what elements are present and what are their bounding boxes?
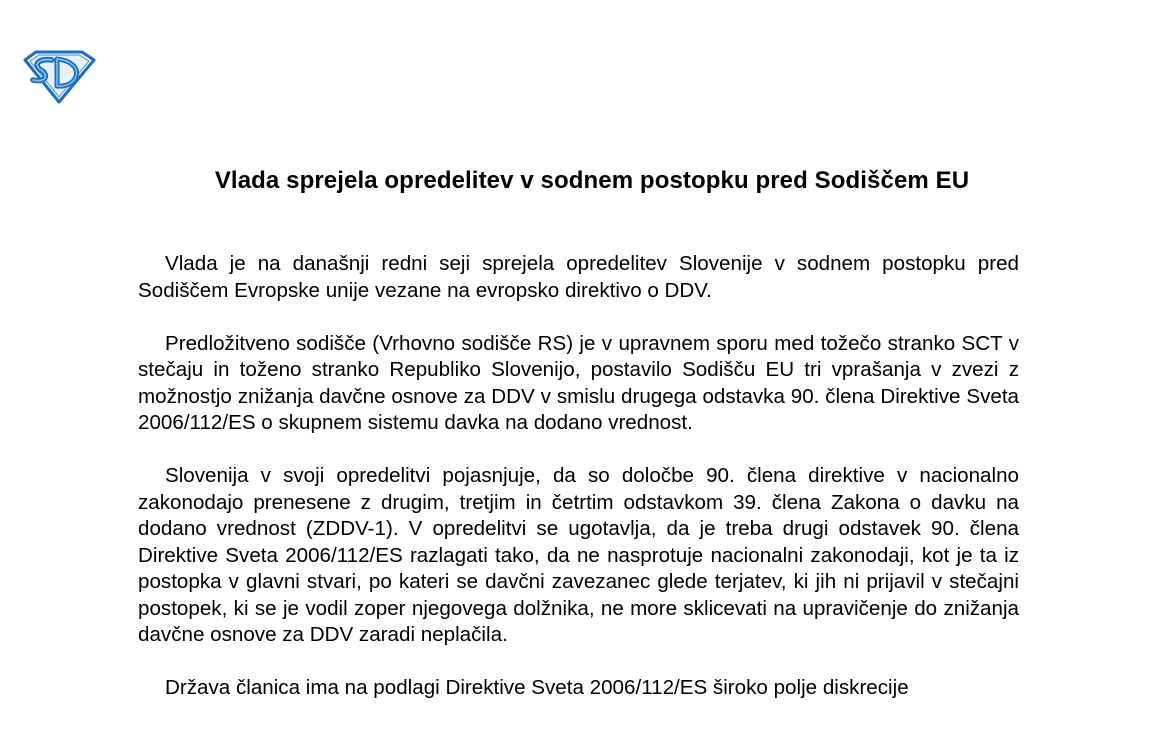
document-body: [138, 251, 1019, 728]
document-title: Vlada sprejela opredelitev v sodnem postopku pred Sodiščem EU: [214, 167, 970, 194]
paragraph-4: Država članica ima na podlagi Direktive Sveta 2006/112/ES široko polje diskrecije: [165, 676, 909, 699]
paragraph-3: Slovenija v svoji opredelitvi pojasnjuje, da so določbe 90. člena direktive v nacionalno zakonodajo prenesene z drugim, tretjim in četrtim odstavkom 39. člena Zakona o davku na dodano vrednost (ZDDV-1). V opredelitvi se ugotavlja, da je treba drugi odstavek 90. člena Direktive Sveta 2006/112/ES razlagati tako, da ne nasprotuje nacionalni zakonodaji, kot je ta iz postopka v glavni stvari, po kateri se davčni zavezanec glede terjatev, ki jih ni prijavil v stečajni postopek, ki se je vodil zoper njegovega dolžnika, ne more sklicevati na upravičenje do znižanja davčne osnove za DDV zaradi neplačila.: [138, 464, 1019, 646]
paragraph-1: Vlada je na današnji redni seji sprejela opredelitev Slovenije v sodnem postopku pred Sodiščem Evropske unije vezane na evropsko direktivo o DDV.: [138, 252, 1019, 302]
sd-shield-logo-icon: [22, 48, 96, 104]
paragraph-2: Predložitveno sodišče (Vrhovno sodišče RS) je v upravnem sporu med tožečo stranko SCT v stečaju in toženo stranko Republiko Slovenijo, postavilo Sodišču EU tri vprašanja v zvezi z možnostjo znižanja davčne osnove za DDV v smislu drugega odstavka 90. člena Direktive Sveta 2006/112/ES o skupnem sistemu davka na dodano vrednost.: [138, 331, 1019, 434]
